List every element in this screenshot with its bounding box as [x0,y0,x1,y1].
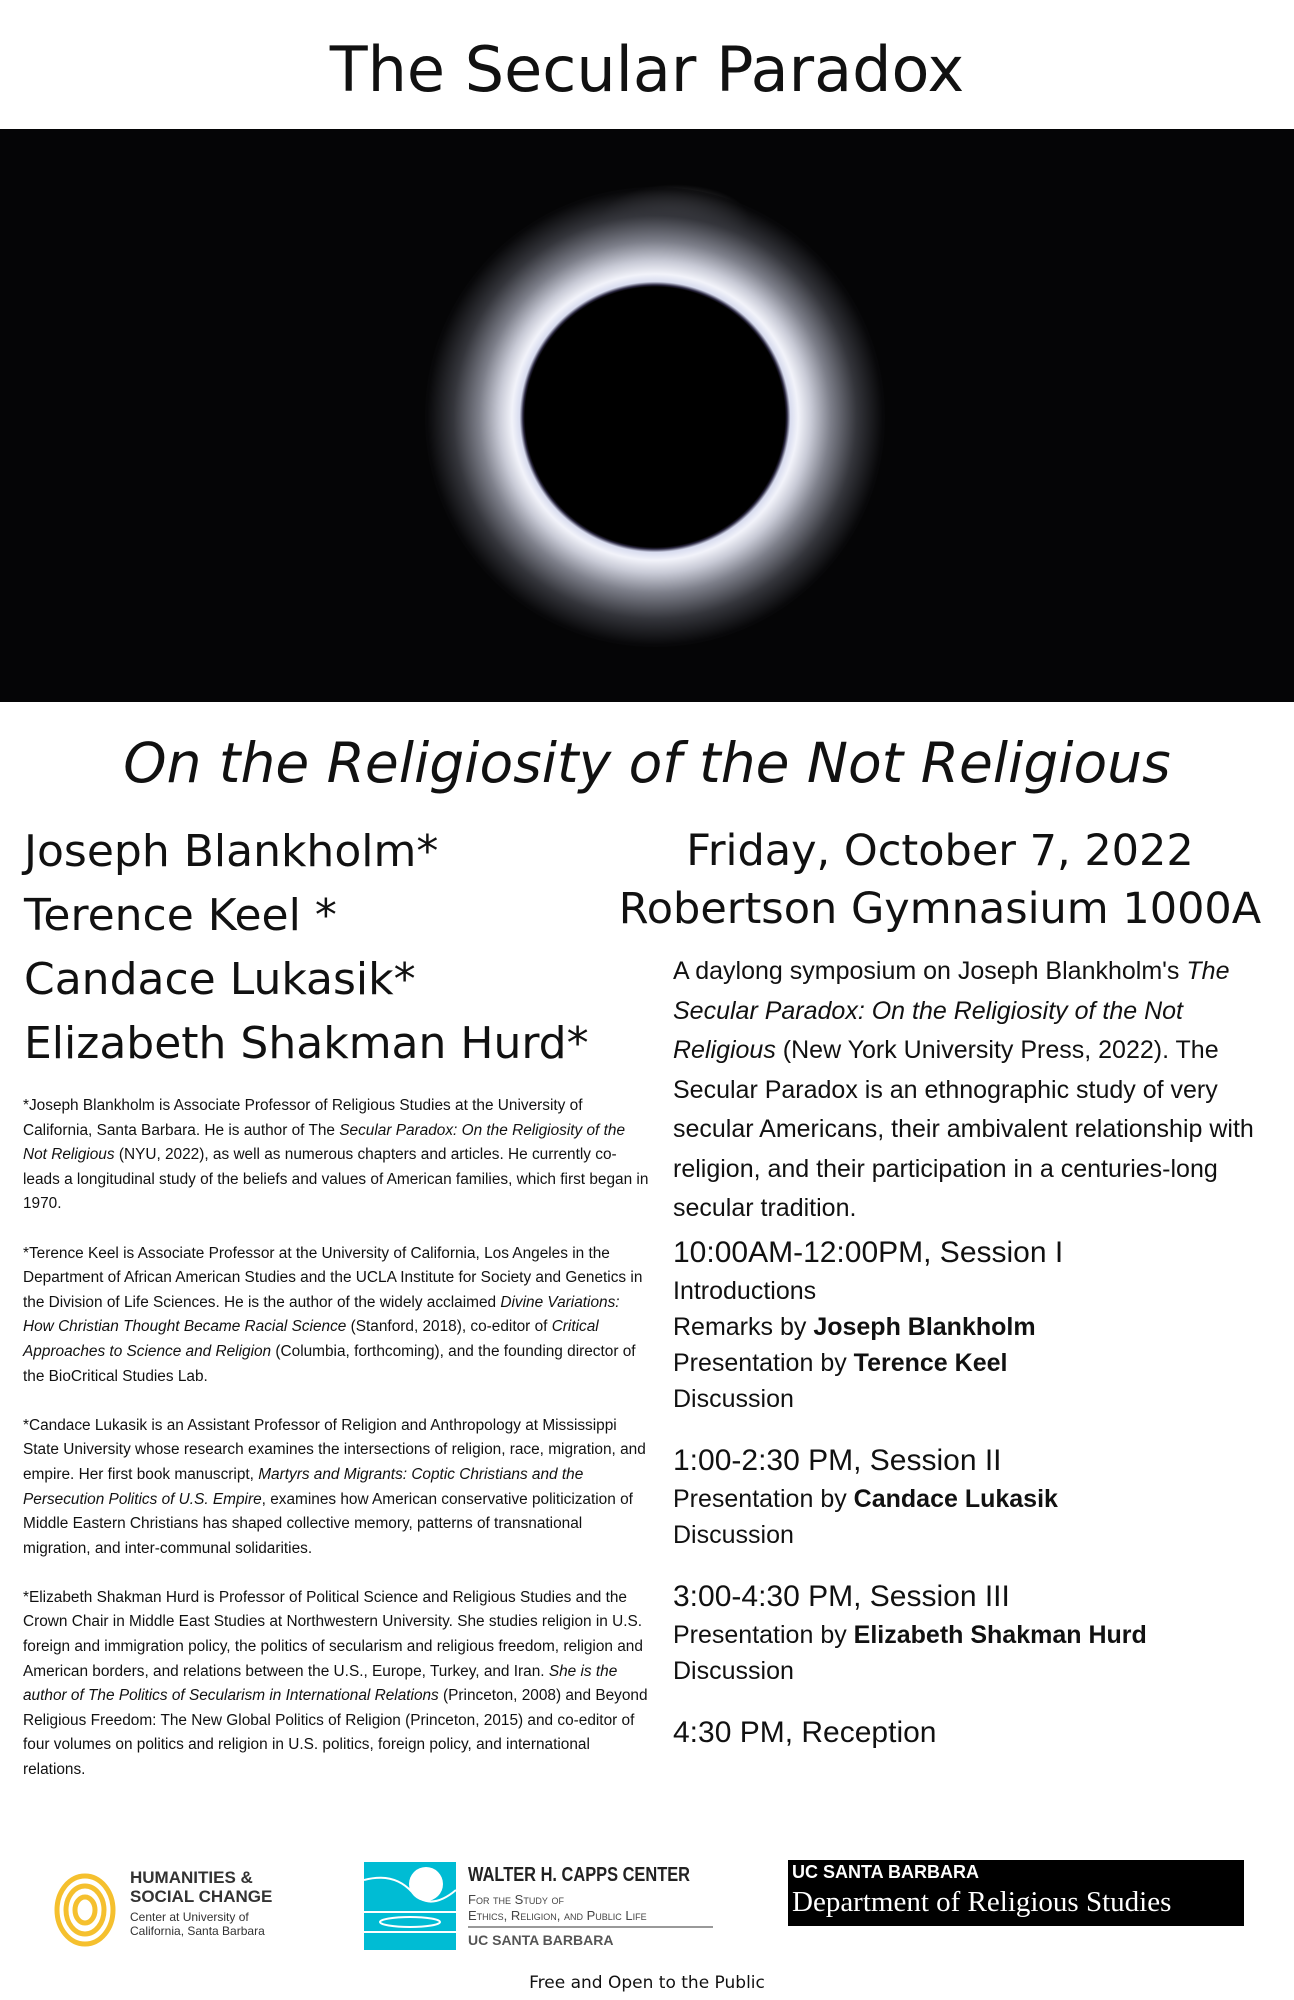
bio-blankholm [23,1094,653,1217]
event-date: Friday, October 7, 2022 [686,826,1194,876]
event-details [673,952,1283,1777]
session-2 [673,1441,1283,1553]
ucsb-religious-studies-logo [788,1860,1244,1926]
text-segment: Introductions [673,1276,817,1305]
bio-keel [23,1242,653,1390]
text-segment: *Elizabeth Shakman Hurd is Professor of Political Science and Religious Studies and the Crown Chair in Middle East Studies at Northwestern University. She studies religion in U.S. foreign and immigration policy, the politics of secularism and religious freedom, religion and American borders, and relations between the U.S., Europe, Turkey, and Iran. [23,1588,643,1680]
session-heading: 3:00-4:30 PM, Session III [673,1579,1010,1613]
session-line [673,1517,1283,1553]
speaker-name: Candace Lukasik* [24,954,416,1005]
speaker-name: Elizabeth Shakman Hurd* [24,1018,589,1069]
bio-hurd [23,1586,653,1783]
session-line [673,1617,1283,1653]
session-line [673,1653,1283,1689]
hsc-line2: SOCIAL CHANGE [130,1887,273,1906]
hsc-line3: Center at University of [130,1910,249,1924]
text-segment: Elizabeth Shakman Hurd [853,1620,1147,1649]
text-segment: (Princeton, 2008) and Beyond Religious Freedom: The New Global Politics of Religion (Princeton, 2015) and co-editor of four volumes on politics and religion in U.S. politics, foreign policy, and international relations. [23,1687,648,1779]
text-segment: Candace Lukasik [853,1484,1058,1513]
capps-center-logo [364,1862,714,1952]
event-venue: Robertson Gymnasium 1000A [618,884,1262,934]
hsc-line4: California, Santa Barbara [130,1924,265,1938]
session-heading: 4:30 PM, Reception [673,1715,937,1749]
text-segment: Secular Paradox: On the Religiosity of the Not Religious [23,1121,625,1164]
poster-title: The Secular Paradox [329,33,965,106]
session-line [673,1381,1283,1417]
session-line [673,1481,1283,1517]
text-segment: She is the author of The Politics of Secularism in International Relations [23,1662,618,1705]
ucsb-line2: Department of Religious Studies [792,1886,1172,1918]
capps-line1: WALTER H. CAPPS CENTER [468,1864,691,1886]
text-segment: Joseph Blankholm [813,1312,1036,1341]
spiral-icon [50,1860,120,1960]
text-segment: A daylong symposium on Joseph Blankholm's [673,957,1187,985]
session-line [673,1309,1283,1345]
bio-lukasik [23,1414,653,1562]
text-segment: *Joseph Blankholm is Associate Professor of Religious Studies at the University of California, Santa Barbara. He is author of The [23,1097,583,1139]
capps-line4: UC SANTA BARBARA [468,1932,614,1948]
text-segment: Divine Variations: How Christian Thought Became Racial Science [23,1293,620,1336]
capps-line2: For the Study of [468,1892,564,1907]
text-segment: Discussion [673,1384,794,1413]
text-segment: Presentation by [673,1348,854,1377]
text-segment: (Stanford, 2018), co-editor of [346,1318,552,1336]
text-segment: *Terence Keel is Associate Professor at the University of California, Los Angeles in the Department of African American Studies and the UCLA Institute for Society and Genetics in the Division of Life Sciences. He is the author of the widely acclaimed [23,1244,643,1311]
text-segment: (Columbia, forthcoming), and the founding director of the BioCritical Studies Lab. [23,1342,636,1385]
text-segment: Martyrs and Migrants: Coptic Christians and the Persecution Politics of U.S. Empire [23,1465,584,1508]
text-segment: (NYU, 2022), as well as numerous chapters and articles. He currently co-leads a longitudinal study of the beliefs and values of American families, which first began in 1970. [23,1146,649,1213]
text-segment: Presentation by [673,1484,854,1513]
session-3 [673,1577,1283,1689]
text-segment: Presentation by [673,1620,854,1649]
session-line [673,1273,1283,1309]
text-segment: Remarks by [673,1312,814,1341]
footer-note: Free and Open to the Public [529,1973,765,1993]
text-segment: *Candace Lukasik is an Assistant Professor of Religion and Anthropology at Mississippi State University whose research examines the intersections of religion, race, migration, and empire. Her first book manuscript, [23,1416,646,1483]
eclipse-image [0,129,1294,702]
session-4 [673,1713,1283,1753]
speaker-bios [23,1094,653,1783]
eclipse-corona [425,187,885,647]
ucsb-line1: UC SANTA BARBARA [792,1862,979,1882]
sun-water-icon [364,1862,456,1950]
speaker-name: Terence Keel * [24,890,337,941]
session-line [673,1345,1283,1381]
text-segment: Terence Keel [853,1348,1008,1377]
text-segment: (New York University Press, 2022). The Secular Paradox is an ethnographic study of very secular Americans, their ambivalent relationship with religion, and their participation in a centuries-long secular tradition. [673,1036,1254,1222]
session-heading: 10:00AM-12:00PM, Session I [673,1235,1064,1269]
event-description [673,952,1283,1229]
session-heading: 1:00-2:30 PM, Session II [673,1443,1002,1477]
text-segment: Discussion [673,1520,794,1549]
session-1 [673,1233,1283,1417]
text-segment: Critical Approaches to Science and Religion [23,1318,599,1360]
text-segment: The Secular Paradox: On the Religiosity of the Not Religious [673,957,1230,1064]
humanities-social-change-logo [50,1860,290,1960]
text-segment: Discussion [673,1656,794,1685]
hsc-line1: HUMANITIES & [130,1868,253,1887]
text-segment: , examines how American conservative politicization of Middle Eastern Christians has shaped collective memory, patterns of transnational migration, and inter-communal solidarities. [23,1490,633,1557]
speaker-name: Joseph Blankholm* [24,826,439,877]
capps-line3: Ethics, Religion, and Public Life [468,1908,647,1923]
poster-subtitle: On the Religiosity of the Not Religious [123,731,1171,795]
